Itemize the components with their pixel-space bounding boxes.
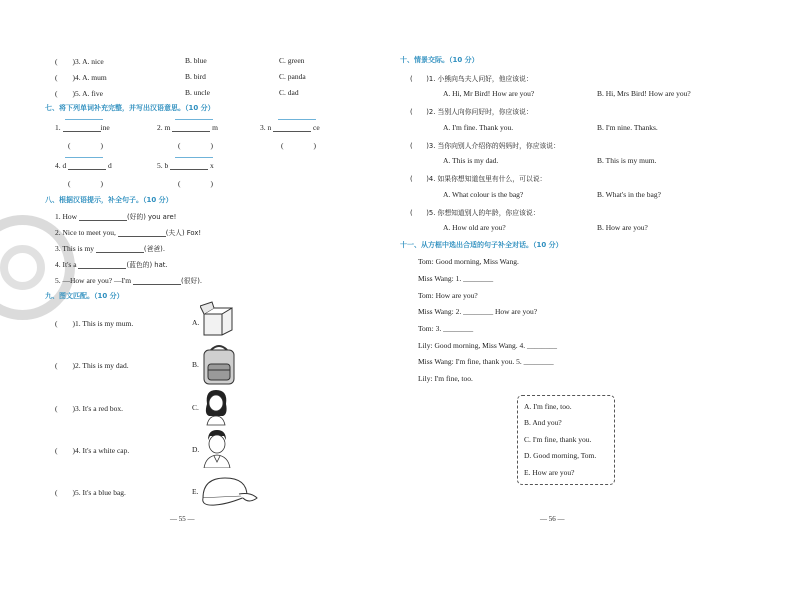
- option-b: B. blue: [185, 56, 207, 65]
- box-image: [200, 300, 236, 336]
- dialog-line: Tom: Good morning, Miss Wang.: [418, 257, 519, 266]
- sentence-item-5: 5. —How are you? —I'm (很好).: [55, 276, 203, 285]
- option-item: A. I'm fine, too.: [524, 402, 572, 411]
- situation-option-b: B. This is my mum.: [597, 156, 657, 165]
- situation-option-b: B. What's in the bag?: [597, 190, 661, 199]
- match-item-3: ( )3. It's a red box.: [55, 404, 124, 413]
- sentence-item-1: 1. How (好的) you are!: [55, 212, 177, 221]
- man-image: [200, 428, 234, 468]
- meaning-paren: ( ): [68, 179, 103, 188]
- match-letter-a: A.: [192, 318, 200, 327]
- word-item-3: 3. n ce: [260, 123, 320, 132]
- section-7-title: 七、将下列单词补充完整，并写出汉语意思。（10 分）: [45, 104, 215, 112]
- section-8-title: 八、根据汉语提示，补全句子。（10 分）: [45, 196, 173, 204]
- situation-question-4: ( )4. 如果你想知道包里有什么，可以说：: [410, 175, 547, 183]
- option-b: B. uncle: [185, 88, 210, 97]
- situation-question-5: ( )5. 你想知道别人的年龄，你应该说：: [410, 209, 540, 217]
- option-item: B. And you?: [524, 418, 562, 427]
- situation-option-a: A. How old are you?: [443, 223, 506, 232]
- situation-option-a: A. I'm fine. Thank you.: [443, 123, 514, 132]
- situation-option-a: A. Hi, Mr Bird! How are you?: [443, 89, 535, 98]
- word-item-4: 4. d d: [55, 161, 112, 170]
- option-item: E. How are you?: [524, 468, 575, 477]
- match-item-1: ( )1. This is my mum.: [55, 319, 134, 328]
- section-9-title: 九、图文匹配。（10 分）: [45, 292, 124, 300]
- cap-image: [199, 474, 259, 508]
- match-letter-e: E.: [192, 487, 199, 496]
- meaning-paren: ( ): [178, 141, 213, 150]
- situation-option-b: B. How are you?: [597, 223, 648, 232]
- situation-option-b: B. I'm nine. Thanks.: [597, 123, 658, 132]
- woman-image: [201, 388, 231, 426]
- sentence-item-2: 2. Nice to meet you, (夫人) Fox!: [55, 228, 202, 237]
- word-item-2: 2. m m: [157, 123, 218, 132]
- page-number-right: — 56 —: [540, 515, 565, 523]
- word-item-5: 5. b x: [157, 161, 214, 170]
- match-letter-c: C.: [192, 403, 199, 412]
- match-item-4: ( )4. It's a white cap.: [55, 446, 130, 455]
- situation-question-2: ( )2. 当别人向你问好时，你应该说：: [410, 108, 533, 116]
- situation-option-b: B. Hi, Mrs Bird! How are you?: [597, 89, 691, 98]
- match-item-5: ( )5. It's a blue bag.: [55, 488, 126, 497]
- meaning-paren: ( ): [281, 141, 316, 150]
- situation-option-a: A. This is my dad.: [443, 156, 499, 165]
- match-letter-d: D.: [192, 445, 200, 454]
- dialog-line: Miss Wang: I'm fine, thank you. 5. ________: [418, 357, 554, 366]
- meaning-paren: ( ): [68, 141, 103, 150]
- situation-question-1: ( )1. 小熊向鸟夫人问好，他应该说：: [410, 75, 533, 83]
- question-row: ( )5. A. five: [55, 89, 103, 98]
- dialog-line: Miss Wang: 2. ________ How are you?: [418, 307, 538, 316]
- bag-image: [199, 344, 239, 386]
- match-letter-b: B.: [192, 360, 199, 369]
- sentence-item-3: 3. This is my (爸爸).: [55, 244, 165, 253]
- situation-question-3: ( )3. 当你向别人介绍你的妈妈时，你应该说：: [410, 142, 560, 150]
- match-item-2: ( )2. This is my dad.: [55, 361, 129, 370]
- option-item: D. Good morning, Tom.: [524, 451, 597, 460]
- section-11-title: 十一、从方框中选出合适的句子补全对话。（10 分）: [400, 241, 563, 249]
- option-b: B. bird: [185, 72, 206, 81]
- dialog-line: Lily: Good morning, Miss Wang. 4. ________: [418, 341, 558, 350]
- question-row: ( )3. A. nice: [55, 57, 104, 66]
- meaning-paren: ( ): [178, 179, 213, 188]
- word-item-1: 1. ine: [55, 123, 110, 132]
- option-c: C. green: [279, 56, 305, 65]
- situation-option-a: A. What colour is the bag?: [443, 190, 524, 199]
- dialog-line: Tom: How are you?: [418, 291, 478, 300]
- option-c: C. dad: [279, 88, 299, 97]
- option-c: C. panda: [279, 72, 306, 81]
- sentence-item-4: 4. It's a (蓝色的) hat.: [55, 260, 168, 269]
- page-number-left: — 55 —: [170, 515, 195, 523]
- question-row: ( )4. A. mum: [55, 73, 107, 82]
- option-item: C. I'm fine, thank you.: [524, 435, 592, 444]
- dialog-line: Tom: 3. ________: [418, 324, 474, 333]
- dialog-line: Lily: I'm fine, too.: [418, 374, 473, 383]
- dialog-line: Miss Wang: 1. ________: [418, 274, 494, 283]
- section-10-title: 十、情景交际。（10 分）: [400, 56, 479, 64]
